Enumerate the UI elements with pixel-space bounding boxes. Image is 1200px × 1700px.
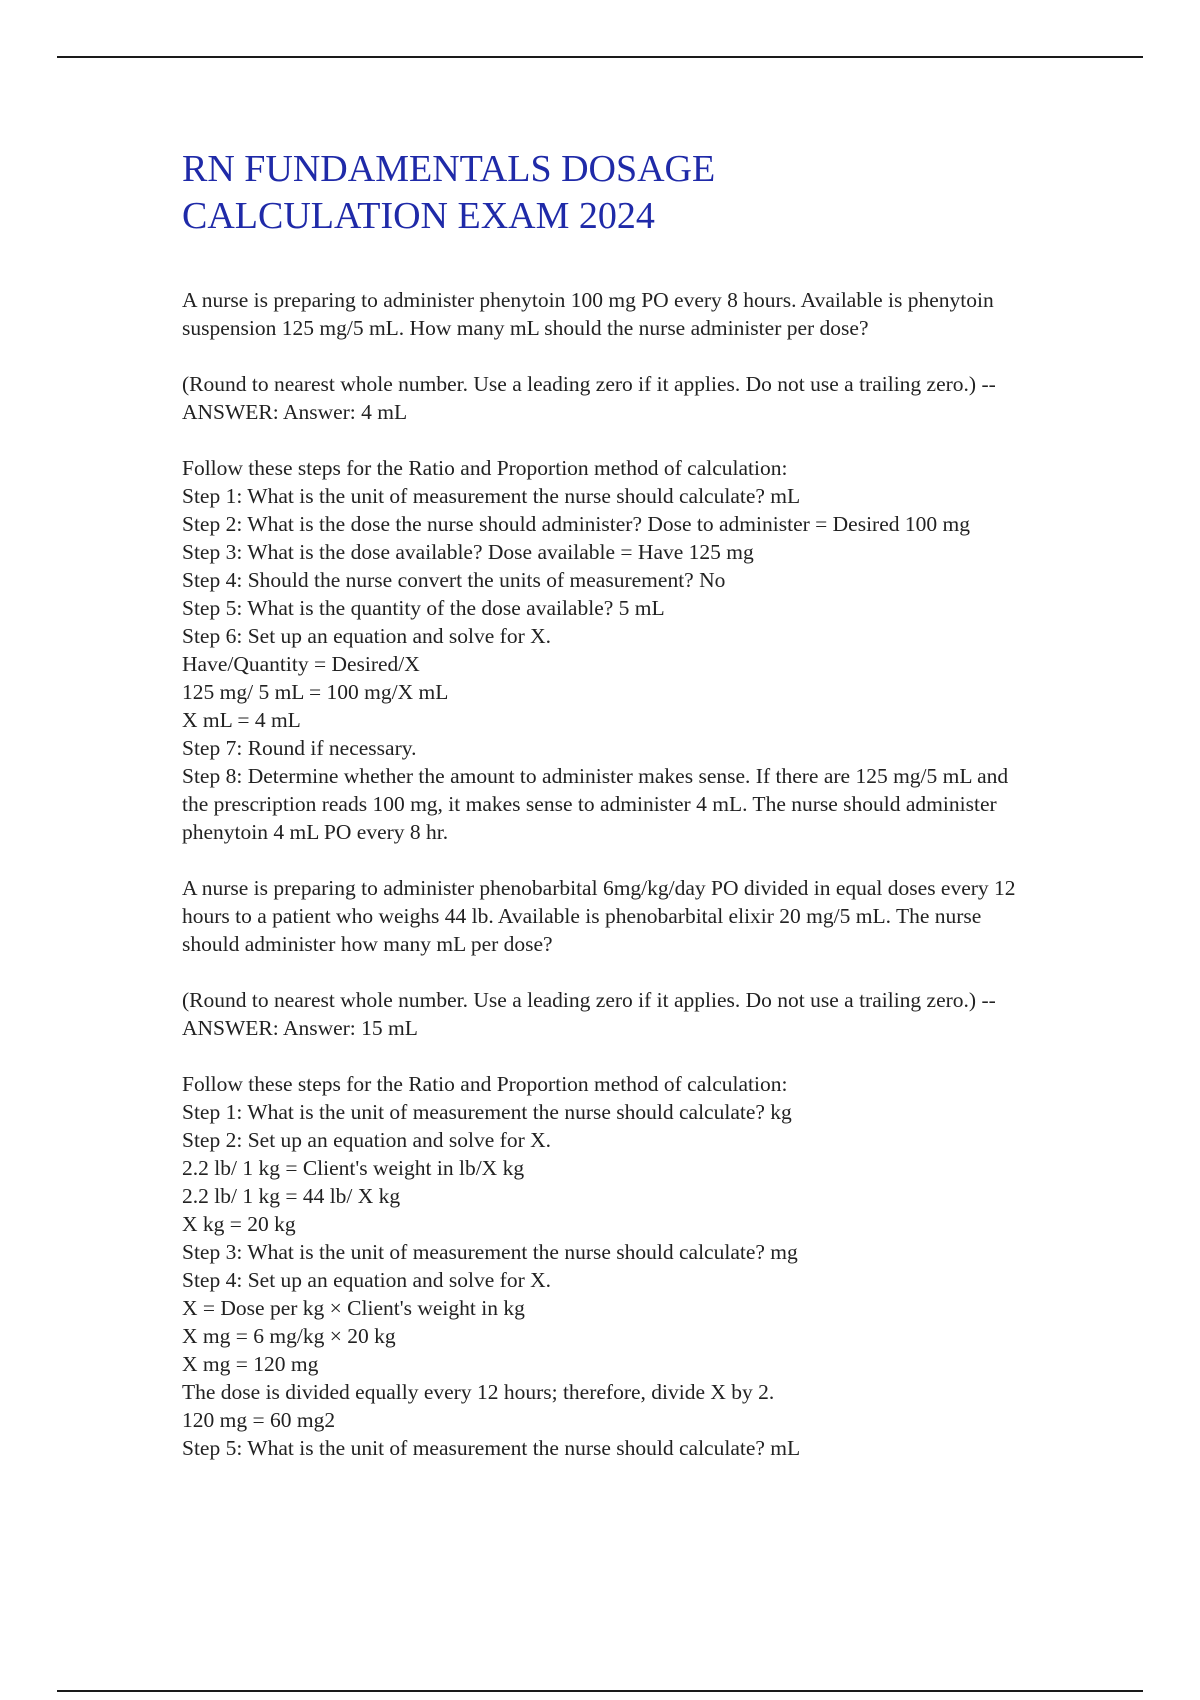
document-title <box>182 146 1022 240</box>
q1-step-line: Step 6: Set up an equation and solve for X. <box>182 624 552 648</box>
q1-step-line: Step 4: Should the nurse convert the units of measurement? No <box>182 568 726 592</box>
question-2-answer: (Round to nearest whole number. Use a leading zero if it applies. Do not use a trailing zero.) --ANSWER: Answer: 15 mL <box>182 988 996 1040</box>
q2-step-line: 120 mg = 60 mg2 <box>182 1408 336 1432</box>
bottom-divider <box>57 1690 1143 1692</box>
q1-step-line: 125 mg/ 5 mL = 100 mg/X mL <box>182 680 449 704</box>
question-1-steps <box>182 454 1022 846</box>
q1-step-line: Have/Quantity = Desired/X <box>182 652 420 676</box>
title-line-2: CALCULATION EXAM 2024 <box>182 195 655 237</box>
q2-step-line: 2.2 lb/ 1 kg = Client's weight in lb/X kg <box>182 1156 525 1180</box>
q2-step-line: Step 2: Set up an equation and solve for X. <box>182 1128 552 1152</box>
q2-step-line: The dose is divided equally every 12 hours; therefore, divide X by 2. <box>182 1380 775 1404</box>
question-1-text: A nurse is preparing to administer phenytoin 100 mg PO every 8 hours. Available is phenytoin suspension 125 mg/5 mL. How many mL should the nurse administer per dose? <box>182 288 994 340</box>
q2-step-line: X mg = 6 mg/kg × 20 kg <box>182 1324 396 1348</box>
document-body <box>182 286 1022 1462</box>
q2-step-line: X mg = 120 mg <box>182 1352 319 1376</box>
q2-step-line: X kg = 20 kg <box>182 1212 296 1236</box>
q1-step-line: Step 8: Determine whether the amount to administer makes sense. If there are 125 mg/5 mL and the prescription reads 100 mg, it makes sense to administer 4 mL. The nurse should administer phenytoin 4 mL PO every 8 hr. <box>182 764 1009 844</box>
q2-step-line: Step 4: Set up an equation and solve for X. <box>182 1268 552 1292</box>
q1-step-line: Step 1: What is the unit of measurement the nurse should calculate? mL <box>182 484 801 508</box>
q1-step-line: Step 2: What is the dose the nurse should administer? Dose to administer = Desired 100 mg <box>182 512 970 536</box>
question-2-steps <box>182 1070 1022 1462</box>
title-line-1: RN FUNDAMENTALS DOSAGE <box>182 148 716 190</box>
top-divider <box>57 56 1143 58</box>
q1-step-line: Step 7: Round if necessary. <box>182 736 417 760</box>
question-2-text: A nurse is preparing to administer phenobarbital 6mg/kg/day PO divided in equal doses every 12 hours to a patient who weighs 44 lb. Available is phenobarbital elixir 20 mg/5 mL. The nurse should administer how many mL per dose? <box>182 876 1016 956</box>
q1-step-line: Step 3: What is the dose available? Dose available = Have 125 mg <box>182 540 754 564</box>
q1-step-line: Step 5: What is the quantity of the dose available? 5 mL <box>182 596 665 620</box>
question-1-answer: (Round to nearest whole number. Use a leading zero if it applies. Do not use a trailing zero.) --ANSWER: Answer: 4 mL <box>182 372 996 424</box>
q2-step-line: Step 1: What is the unit of measurement the nurse should calculate? kg <box>182 1100 792 1124</box>
q2-step-line: Step 3: What is the unit of measurement the nurse should calculate? mg <box>182 1240 798 1264</box>
q1-step-line: X mL = 4 mL <box>182 708 301 732</box>
q1-step-line: Follow these steps for the Ratio and Proportion method of calculation: <box>182 456 788 480</box>
q2-step-line: Follow these steps for the Ratio and Proportion method of calculation: <box>182 1072 788 1096</box>
q2-step-line: X = Dose per kg × Client's weight in kg <box>182 1296 525 1320</box>
q2-step-line: 2.2 lb/ 1 kg = 44 lb/ X kg <box>182 1184 401 1208</box>
document-content <box>182 146 1022 1490</box>
q2-step-line: Step 5: What is the unit of measurement the nurse should calculate? mL <box>182 1436 801 1460</box>
